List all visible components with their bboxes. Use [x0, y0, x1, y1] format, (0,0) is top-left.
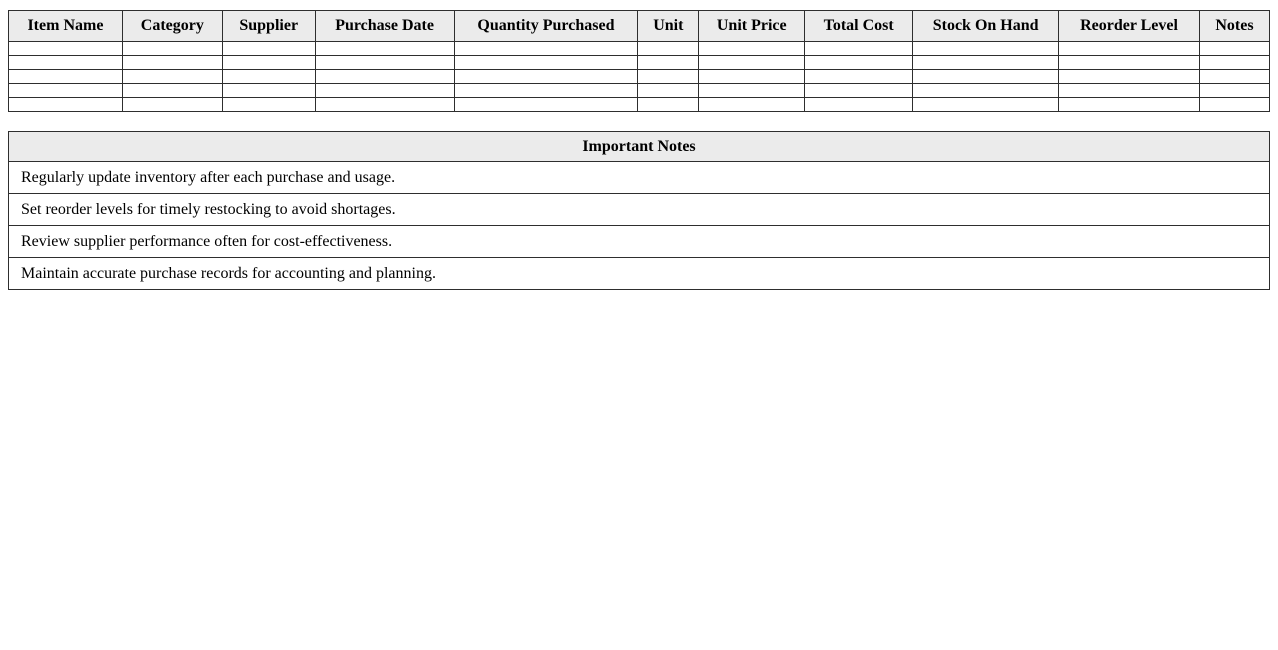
inventory-empty-cell: [805, 70, 913, 84]
inventory-empty-cell: [122, 98, 222, 112]
inventory-empty-cell: [454, 98, 638, 112]
inventory-column-header: Reorder Level: [1059, 11, 1200, 42]
inventory-empty-row: [9, 84, 1270, 98]
note-text: Regularly update inventory after each purchase and usage.: [9, 162, 1270, 194]
inventory-empty-cell: [638, 70, 699, 84]
important-notes-title: Important Notes: [9, 132, 1270, 162]
inventory-empty-cell: [1059, 70, 1200, 84]
inventory-empty-cell: [315, 42, 454, 56]
inventory-empty-cell: [1059, 84, 1200, 98]
inventory-empty-cell: [805, 84, 913, 98]
note-row: [9, 226, 1270, 258]
inventory-empty-cell: [9, 84, 123, 98]
inventory-empty-row: [9, 56, 1270, 70]
inventory-empty-cell: [454, 56, 638, 70]
inventory-column-header: Total Cost: [805, 11, 913, 42]
inventory-empty-cell: [638, 84, 699, 98]
inventory-empty-cell: [699, 42, 805, 56]
inventory-empty-cell: [1059, 98, 1200, 112]
inventory-empty-cell: [454, 42, 638, 56]
inventory-empty-cell: [9, 42, 123, 56]
note-text: Review supplier performance often for cost-effectiveness.: [9, 226, 1270, 258]
inventory-empty-cell: [638, 98, 699, 112]
inventory-empty-cell: [1199, 84, 1269, 98]
inventory-column-header: Unit Price: [699, 11, 805, 42]
note-row: [9, 258, 1270, 290]
important-notes-header-row: [9, 132, 1270, 162]
note-text: Maintain accurate purchase records for accounting and planning.: [9, 258, 1270, 290]
inventory-column-header: Item Name: [9, 11, 123, 42]
inventory-empty-cell: [315, 70, 454, 84]
note-row: [9, 162, 1270, 194]
inventory-table-body: [9, 42, 1270, 112]
note-row: [9, 194, 1270, 226]
inventory-empty-cell: [222, 70, 315, 84]
inventory-empty-cell: [222, 84, 315, 98]
inventory-empty-cell: [1199, 70, 1269, 84]
inventory-empty-cell: [1199, 98, 1269, 112]
inventory-empty-cell: [805, 98, 913, 112]
inventory-empty-cell: [1199, 56, 1269, 70]
inventory-empty-cell: [222, 56, 315, 70]
inventory-empty-cell: [699, 98, 805, 112]
inventory-column-header: Purchase Date: [315, 11, 454, 42]
inventory-empty-cell: [913, 56, 1059, 70]
inventory-empty-cell: [315, 56, 454, 70]
inventory-empty-cell: [122, 70, 222, 84]
inventory-column-header: Category: [122, 11, 222, 42]
inventory-empty-cell: [638, 42, 699, 56]
inventory-empty-cell: [9, 56, 123, 70]
important-notes-body: [9, 162, 1270, 290]
inventory-empty-cell: [315, 84, 454, 98]
inventory-empty-cell: [122, 84, 222, 98]
inventory-empty-cell: [122, 42, 222, 56]
inventory-empty-cell: [699, 84, 805, 98]
inventory-empty-cell: [454, 84, 638, 98]
inventory-empty-cell: [9, 70, 123, 84]
inventory-empty-cell: [454, 70, 638, 84]
inventory-empty-cell: [1059, 42, 1200, 56]
inventory-empty-cell: [1199, 42, 1269, 56]
inventory-column-header: Supplier: [222, 11, 315, 42]
inventory-empty-cell: [913, 70, 1059, 84]
inventory-empty-cell: [699, 70, 805, 84]
inventory-empty-cell: [913, 42, 1059, 56]
inventory-empty-cell: [1059, 56, 1200, 70]
inventory-empty-row: [9, 98, 1270, 112]
inventory-column-header: Quantity Purchased: [454, 11, 638, 42]
note-text: Set reorder levels for timely restocking to avoid shortages.: [9, 194, 1270, 226]
inventory-empty-cell: [699, 56, 805, 70]
inventory-empty-row: [9, 42, 1270, 56]
inventory-column-header: Stock On Hand: [913, 11, 1059, 42]
inventory-empty-cell: [315, 98, 454, 112]
inventory-empty-row: [9, 70, 1270, 84]
inventory-empty-cell: [9, 98, 123, 112]
important-notes-table: [8, 131, 1270, 290]
inventory-empty-cell: [638, 56, 699, 70]
inventory-empty-cell: [222, 42, 315, 56]
inventory-table: [8, 10, 1270, 112]
inventory-column-header: Unit: [638, 11, 699, 42]
inventory-header-row: [9, 11, 1270, 42]
inventory-empty-cell: [913, 84, 1059, 98]
inventory-empty-cell: [122, 56, 222, 70]
inventory-empty-cell: [805, 56, 913, 70]
inventory-empty-cell: [805, 42, 913, 56]
inventory-empty-cell: [222, 98, 315, 112]
inventory-empty-cell: [913, 98, 1059, 112]
inventory-column-header: Notes: [1199, 11, 1269, 42]
